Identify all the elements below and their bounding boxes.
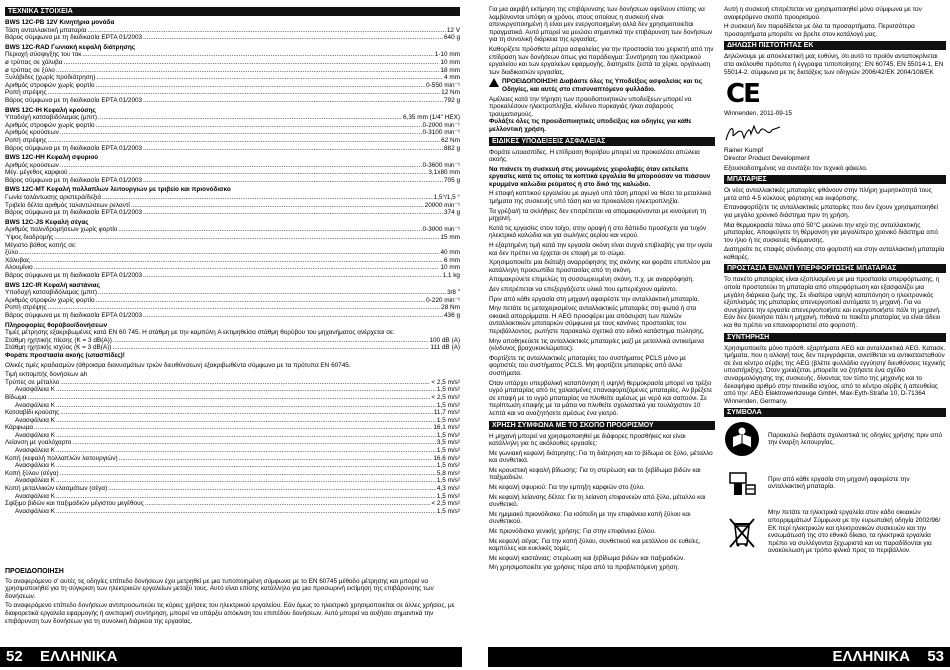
spec-row xyxy=(5,202,460,210)
spec-label: Αλουμίνιο xyxy=(5,264,33,272)
spec-value: 12 V xyxy=(446,26,460,34)
intro-paragraph-1: Για μια ακριβή εκτίμηση της επιβάρυνσης των δονήσεων οφείλουν επίσης να λαμβάνονται υπόψη οι χρόνοι, στους οποίους η συσκευή είναι απενεργοποιημένη ή είναι μεν ενεργοποιημένη αλλά δεν χρησιμοποιείται πραγματικά. Αυτό μπορεί να μειώσει σημαντικά την επιβάρυνση των δονήσεων για τη συνολική διάρκεια της εργασίας. xyxy=(489,6,713,44)
vibration-row xyxy=(5,508,460,516)
section-title-maintenance: ΣΥΝΤΗΡΗΣΗ xyxy=(724,333,946,342)
dot-leader xyxy=(56,67,440,75)
special-paragraph-13: Φορτίζετε τις ανταλλακτικές μπαταρίες του συστήματος PCLS μόνο με φορτιστές του συστήματος PCLS. Μη φορτίζετε μπαταρίες από άλλα συστήματα. xyxy=(489,354,687,377)
spec-label: Ανασφάλεια K xyxy=(15,431,56,439)
maintenance-text: Χρησιμοποιείτε μόνο πρόσθ. εξαρτήματα AEG και ανταλλακτικά AEG. Κατασκ. τμήματα, που η αλλαγή τους δεν περιγράφεται, ανατίθεται να αντικατασταθούν σε ένα κέντρο σέρβις της AEG (βλέπε φυλλάδιο εγγύηση/ διευθύνσεις τεχνικής υποστήριξης). Όταν χρειάζεται, μπορείτε να ζητήσετε ένα σχέδιο συναρμολόγησης της συσκευής, δίνοντας τον τύπο της μηχανής και το δεκαψήφιο αριθμό στην πινακίδα ισχύος, από το κέντρο σέρβις ή απευθείας από την: AEG Elektrowerkzeuge GmbH, Max-Eyth-Straße 10, D-71364 Winnenden, Germany. xyxy=(724,344,946,405)
purpose-intro: Η μηχανή μπορεί να χρησιμοποιηθεί με διάφορες προσθήκες και είναι κατάλληλη για τις ακόλουθες εργασίες: xyxy=(489,432,686,448)
spec-value: 4,3 m/s² xyxy=(436,485,460,493)
spec-label: Βάρος σύμφωνα με τη διαδικασία EPTA 01/2003 xyxy=(5,272,143,279)
spec-row xyxy=(5,226,460,234)
spec-row xyxy=(5,137,460,145)
vibration-row xyxy=(5,485,460,493)
spec-value: 0-3600 min⁻¹ xyxy=(422,161,460,169)
top-paragraph-1: Αυτή η συσκευή επιτρέπεται να χρησιμοποιηθεί μόνο σύμφωνα με τον αναφερόμενο σκοπό προορισμού. xyxy=(724,6,922,21)
spec-value: 792 g xyxy=(444,96,460,104)
spec-value: 111 dB (A) xyxy=(430,344,460,352)
signer-role: Director Product Development xyxy=(724,154,810,162)
footer-left xyxy=(0,647,462,667)
vibration-row xyxy=(5,447,460,455)
general-warning-text: Αμέλειες κατά την τήρηση των προειδοποιητικών υποδείξεων μπορεί να προκαλέσουν ηλεκτροπληξία, κίνδυνο πυρκαγιάς ή/και σοβαρούς τραυματισμούς. xyxy=(489,95,692,118)
spec-value: 3/8 " xyxy=(447,289,460,297)
dot-leader xyxy=(34,424,432,432)
vibration-row xyxy=(5,462,460,470)
dot-leader xyxy=(108,485,436,493)
vibration-row xyxy=(5,409,460,417)
section-title-overload-protection: ΠΡΟΣΤΑΣΙΑ ΕΝΑΝΤΙ ΥΠΕΡΦΟΡΤΩΣΗΣ ΜΠΑΤΑΡΙΑΣ xyxy=(724,264,946,273)
spec-value: 1,1 kg xyxy=(442,272,460,279)
spec-label: ø τρύπας σε ξύλο xyxy=(5,66,55,74)
spec-value: < 2,5 m/s² xyxy=(431,378,460,386)
read-manual-icon xyxy=(724,421,760,457)
special-paragraph-5: Κατά τις εργασίες στον τοίχο, στην οροφή ή στο δάπεδο προσέχετε για τυχόν ηλεκτρικά καλώδια και για σωλήνες αερίου και νερού. xyxy=(489,224,707,240)
vibration-subtitle: Τιμή εκπομπής δονήσεων ah xyxy=(5,371,88,379)
spec-value: 0-220 min⁻¹ xyxy=(426,296,460,304)
spec-label: Αριθμός παλινδρομήσεων χωρίς φορτίο xyxy=(5,226,118,234)
spec-row xyxy=(5,162,460,170)
spec-value: 18 mm xyxy=(440,66,460,74)
spec-label: Τρύπες σε μέταλλο xyxy=(5,378,60,386)
dot-leader xyxy=(31,257,443,265)
spec-label: Περιοχή σύσφιγξης του τοκ xyxy=(5,51,82,59)
symbol-read-manual xyxy=(724,421,946,457)
intro-paragraph-2: Καθορίζετε πρόσθετα μέτρα ασφαλείας για την προστασία του χειριστή από την επίδραση των δονήσεων όπως για παράδειγμα: Συντήρηση του ηλεκτρικού εργαλείου και των εργαλείων εφαρμογής, διατηρείτε ζεστά τα χέρια, οργάνωση των διαδικασιών εργασίας. xyxy=(489,45,714,76)
dot-leader xyxy=(143,177,443,185)
spec-label: Αριθμός κρούσεων xyxy=(5,129,59,137)
general-warning-title: ΠΡΟΕΙΔΟΠΟΙΗΣΗ! Διαβάστε όλες τις Υποδείξεις ασφαλείας και τις Οδηγίες, και αυτές στο επισυναπτόμενο φυλλάδιο. xyxy=(502,78,703,93)
dot-leader xyxy=(143,97,443,105)
spec-row xyxy=(5,234,460,242)
spec-value: 12 Nm xyxy=(441,89,460,97)
dot-leader xyxy=(48,89,441,97)
noise-row xyxy=(5,344,460,352)
section-title-batteries: ΜΠΑΤΑΡΙΕΣ xyxy=(724,175,946,184)
special-paragraph-14: Όταν υπάρχει υπερβολική καταπόνηση ή υψηλή θερμοκρασία μπορεί να τρέξει υγρό μπαταρίας από τις χαλασμένες επαναφορτιζόμενες μπαταρίες. Αν βρέξετε σε επαφή με το υγρό μπαταρίας να πλυθείτε αμέσως με νερό και σαπούνι. Σε περίπτωση επαφής με τα μάτια να πλυθείτε σχολαστικά για τουλάχιστον 10 λεπτά και να αναζητήσετε αμέσως ένα γιατρό. xyxy=(489,379,713,417)
dot-leader xyxy=(145,500,431,508)
dot-leader xyxy=(48,137,441,145)
page-number-left: 52 xyxy=(6,648,23,665)
spec-label: Βάρος σύμφωνα με τη διαδικασία EPTA 01/2003 xyxy=(5,209,143,217)
vibration-row xyxy=(5,455,460,463)
spec-label: Ανασφάλεια K xyxy=(15,462,56,470)
spec-value: 16,6 m/s² xyxy=(433,454,460,462)
section-title-symbols: ΣΥΜΒΟΛΑ xyxy=(724,408,946,417)
signer-authorization: Εξουσιοδοτημένος να συντάξει τον τεχνικό φάκελο. xyxy=(724,164,868,172)
spec-label: Ροπή στρέψης xyxy=(5,136,47,144)
spec-value: 1,5 m/s² xyxy=(436,401,460,409)
spec-value: 1,5°/1,5 ° xyxy=(433,194,460,202)
dot-leader xyxy=(34,264,440,272)
vibration-row xyxy=(5,470,460,478)
spec-value: 882 g xyxy=(444,144,460,152)
spec-value: 28 Nm xyxy=(441,304,460,312)
general-warning-keep: Φυλάξτε όλες τις προειδοποιητικές υποδείξεις και οδηγίες για κάθε μελλοντική χρήση. xyxy=(489,118,692,133)
spec-row xyxy=(5,272,460,280)
purpose-item: Με ημιμιακό πριονόδισκο: Για ισόπεδη με την επιφάνεια κοπή ξύλου και συνθετικού. xyxy=(489,510,691,526)
language-label-left: ΕΛΛΗΝΙΚΑ xyxy=(40,648,118,665)
spec-value: 11,7 m/s² xyxy=(433,409,460,417)
tech-block-heading: BWS 12C-IH Κεφαλή κρούσης xyxy=(5,106,96,114)
dot-leader xyxy=(19,249,439,257)
dot-leader xyxy=(56,432,436,440)
dot-leader xyxy=(56,508,436,516)
vibration-row xyxy=(5,379,460,387)
spec-row xyxy=(5,97,460,105)
caution-title: ΠΡΟΕΙΔΟΠΟΙΗΣΗ xyxy=(5,568,64,575)
page-number-right: 53 xyxy=(927,648,944,665)
dot-leader xyxy=(60,162,422,170)
vibration-row xyxy=(5,439,460,447)
spec-value: 3,5 m/s² xyxy=(436,439,460,447)
vibration-row xyxy=(5,432,460,440)
spec-value: 62 Nm xyxy=(441,136,460,144)
dot-leader xyxy=(98,289,446,297)
dot-leader xyxy=(96,297,426,305)
spec-row xyxy=(5,304,460,312)
spec-value: 640 g xyxy=(444,34,460,42)
spec-value: 16,1 m/s² xyxy=(433,424,460,432)
spec-row xyxy=(5,82,460,90)
dot-leader xyxy=(143,209,443,217)
spec-row xyxy=(5,257,460,265)
spec-value: 1,5 m/s² xyxy=(436,386,460,394)
section-title-intended-use: ΧΡΗΣΗ ΣΥΜΦΩΝΑ ΜΕ ΤΟ ΣΚΟΠΟ ΠΡΟΟΡΙΣΜΟΥ xyxy=(489,421,715,430)
spec-value: 6,35 mm (1/4" HEX) xyxy=(403,114,460,122)
dot-leader xyxy=(87,27,445,35)
spec-label: Λείανση με γυαλόχαρτο xyxy=(5,439,72,447)
tech-block-heading: BWS 12C-JS Κεφαλή σέγας xyxy=(5,218,89,226)
spec-value: 10 mm xyxy=(440,264,460,272)
spec-value: 3,1x80 mm xyxy=(428,169,460,177)
purpose-item: Με κεφαλή καστάνιας: στερέωση και ξεβίδωμα βιδών και παξιμαδιών. xyxy=(489,554,685,562)
vibration-row xyxy=(5,386,460,394)
spec-row xyxy=(5,249,460,257)
special-paragraph-9: Δεν επιτρέπεται να επεξεργάζεστε υλικά που εμπεριέχουν αμίαντο. xyxy=(489,286,678,293)
special-paragraph-11: Μην πετάτε τις μεταχειρισμένες ανταλλακτικές μπαταρίες στη φωτιά ή στα οικιακά απορρίμματα. Η AEG προσφέρει μια απόσυρση των παλιών ανταλλακτικών μπαταριών σύμφωνα με τους κανόνες προστασίας του περιβάλλοντος, ρωτήστε παρακαλώ σχετικά στο ειδικό κατάστημα πώλησης. xyxy=(489,305,705,335)
spec-label: Αριθμός στροφών χωρίς φορτίο xyxy=(5,81,95,89)
spec-label: Μέγ. μέγεθος καρφιού xyxy=(5,169,68,177)
spec-label: Σφίξιμο βιδών και παξιμαδιών μέγιστου μεγέθους xyxy=(5,500,144,508)
spec-label: ξύλο xyxy=(5,249,19,257)
dot-leader xyxy=(143,312,443,320)
spec-value: 1,5 m/s² xyxy=(436,447,460,455)
place-date: Winnenden, 2011-09-15 xyxy=(724,110,793,118)
dot-leader xyxy=(119,455,433,463)
spec-label: Βάρος σύμφωνα με τη διαδικασία EPTA 01/2003 xyxy=(5,176,143,184)
spec-label: Ανασφάλεια K xyxy=(15,492,56,500)
dot-leader xyxy=(56,402,436,410)
section-title-technical-data: ΤΕΧΝΙΚΑ ΣΤΟΙΧΕΙΑ xyxy=(5,7,460,16)
vibration-row xyxy=(5,477,460,485)
spec-label: Ανασφάλεια K xyxy=(15,416,56,424)
spec-row xyxy=(5,122,460,130)
spec-value: 100 dB (A) xyxy=(429,336,460,344)
spec-row xyxy=(5,297,460,305)
spec-value: 40 mm xyxy=(440,249,460,257)
tech-block-heading: BWS 12C-MT Κεφαλή πολλαπλών λειτουργιών με τριβείο και πριονόδισκο xyxy=(5,186,231,194)
purpose-item: Με κεφαλή λείανσης δέλτα: Για τη λείανση επιφανειών από ξύλο, μέταλλο και συνθετικό. xyxy=(489,493,706,509)
conformity-column xyxy=(724,4,946,644)
special-paragraph-8: Απομακρύνετε επιμελώς τη συσσωρευμένη σκόνη, π.χ. με αναρρόφηση. xyxy=(489,276,695,284)
spec-label: Ανασφάλεια K xyxy=(15,386,56,394)
dot-leader xyxy=(60,129,422,137)
warning-triangle-icon xyxy=(489,78,499,87)
spec-label: Στάθμη ηχητικής πίεσης (K = 3 dB(A)) xyxy=(5,336,112,344)
signer-name: Rainer Kumpf xyxy=(724,147,764,155)
spec-label: Αριθμός στροφών χωρίς φορτίο xyxy=(5,121,95,129)
spec-value: 10 mm xyxy=(440,58,460,66)
dot-leader xyxy=(72,439,436,447)
special-paragraph-3: Η επαφή κοπτικού εργαλείου με αγωγό υπό τάση μπορεί να θέσει τα μεταλλικά τμήματα της συσκευής υπό τάση και να προκαλέσει ηλεκτροπληξία. xyxy=(489,190,712,206)
spec-value: 15 mm xyxy=(440,234,460,242)
spec-value: 1,5 m/s² xyxy=(436,462,460,470)
dot-leader xyxy=(28,394,431,402)
spec-value: 1,5 m/s² xyxy=(436,507,460,515)
noise-warning: Φοράτε προστασία ακοής (ωτασπίδες)! xyxy=(5,351,125,359)
dot-leader xyxy=(56,493,436,501)
spec-row xyxy=(5,312,460,320)
spec-value: 1,5 m/s² xyxy=(436,492,460,500)
footer-right xyxy=(488,647,950,667)
special-paragraph-2: Να πιάνετε τη συσκευή στις μονωμένες χειρολαβές όταν εκτελείτε εργασίες κατά τις οποίες τα κοπτικά εργαλεία θα μπορούσαν να πιάσουν κρυμμένα καλώδια ρεύματος ή στο δικό της καλώδιο. xyxy=(489,165,711,188)
battery-paragraph-4: Διατηρείτε τις επαφές σύνδεσης στο φορτιστή και στην ανταλλακτική μπαταρία καθαρές. xyxy=(724,246,945,261)
dot-leader xyxy=(118,226,421,234)
overload-text: Το πακέτο μπαταρίας είναι εξοπλισμένο με μια προστασία υπερφόρτωσης, η οποία προστατεύει τη μπαταρία από υπερφόρτωση και εξασφαλίζει μια μεγάλη διάρκεια ζωής της. Σε ιδιαίτερα υψηλή καταπόνηση ο ηλεκτρονικός εξοπλισμός της μπαταρίας απενεργοποιεί αυτόματα τη μηχανή. Για να συνεχίσετε την εργασία απενεργοποιήστε και ενεργοποιήστε πάλι τη μηχανή. Εάν δεν ξεκινήσει πάλι η μηχανή, πιθανά το πακέτο μπαταρίας να είναι άδειο και θα πρέπει να επαναφορτιστεί στο φορτιστή. xyxy=(724,276,941,330)
dot-leader xyxy=(143,34,443,42)
dot-leader xyxy=(56,447,436,455)
vibration-rows xyxy=(5,379,460,516)
spec-label: Βάρος σύμφωνα με τη διαδικασία EPTA 01/2003 xyxy=(5,34,143,42)
spec-row xyxy=(5,27,460,35)
special-paragraph-1: Φοράτε ωτοασπίδες. Η επίδραση θορύβου μπορεί να προκαλέσει απώλεια ακοής. xyxy=(489,148,700,164)
dot-leader xyxy=(48,304,441,312)
dot-leader xyxy=(56,462,436,470)
safety-column xyxy=(489,4,715,644)
spec-label: Γωνία ταλάντωσης αριστερά/δεξιά xyxy=(5,194,102,202)
technical-data-column xyxy=(5,4,460,644)
ce-mark: CE xyxy=(726,79,759,110)
caution-paragraph-1: Το αναφερόμενο σ' αυτές τις οδηγίες επίπεδο δονήσεων έχει μετρηθεί με μια τυποποιημένη σύμφωνα με το EN 60745 μέθοδο μέτρησης και μπορεί να χρησιμοποιηθεί για τη σύγκριση των ηλεκτρικών εργαλείων μεταξύ τους. Αυτό είναι επίσης κατάλληλο για μια προσωρινή εκτίμηση της επιβάρυνσης των δονήσεων. xyxy=(5,577,434,600)
spec-value: 1,5 m/s² xyxy=(436,477,460,485)
spec-value: 374 g xyxy=(444,209,460,217)
spec-label: Κατσαβίδι κρούσης xyxy=(5,409,60,417)
spec-label: Αριθμός κρούσεων xyxy=(5,161,59,169)
purpose-list xyxy=(489,450,715,572)
spec-label: Στάθμη ηχητικής ισχύος (K = 3 dB(A)) xyxy=(5,344,112,352)
spec-row xyxy=(5,129,460,137)
spec-value: 5,8 m/s² xyxy=(436,469,460,477)
spec-row xyxy=(5,177,460,185)
special-paragraph-12: Μην αποθηκεύετε τις ανταλλακτικές μπαταρίες μαζί με μεταλλικά αντικείμενα (κίνδυνος βραχυκυκλώματος). xyxy=(489,337,704,353)
vibration-row xyxy=(5,493,460,501)
dot-leader xyxy=(69,169,428,177)
spec-label: Αριθμός στροφών χωρίς φορτίο xyxy=(5,296,95,304)
noise-text: Τιμές μέτρησης εξακριβωμένες κατά EN 60 745. Η στάθμη με την καμπύλη A εκτιμηθείσα στάθμη θορύβου του μηχανήματος ανέρχεται σε: xyxy=(5,329,395,337)
spec-label: Βάρος σύμφωνα με τη διαδικασία EPTA 01/2003 xyxy=(5,96,143,104)
dot-leader xyxy=(96,122,422,130)
symbol-remove-battery xyxy=(724,465,946,501)
spec-value: 1,5 m/s² xyxy=(436,416,460,424)
spec-label: Ξυλόβιδες (χωρίς προδιάτρηση) xyxy=(5,74,96,82)
spec-row xyxy=(5,169,460,177)
symbol-remove-battery-text: Πριν από κάθε εργασία στη μηχανή αφαιρέστε την ανταλλακτική μπαταρία. xyxy=(768,475,910,491)
spec-row xyxy=(5,51,460,59)
dot-leader xyxy=(60,379,430,387)
dot-leader xyxy=(143,145,443,153)
dot-leader xyxy=(102,194,433,202)
spec-value: 0-550 min⁻¹ xyxy=(426,81,460,89)
noise-row xyxy=(5,337,460,345)
spec-value: 0-3100 min⁻¹ xyxy=(422,129,460,137)
purpose-item: Με κεφαλή σέγας: Για την κοπή ξύλου, συνθετικού και μετάλλου σε ευθείες, καμπύλες και κυκλικές τομές. xyxy=(489,537,701,553)
spec-value: 0-2000 min⁻¹ xyxy=(422,121,460,129)
general-warning xyxy=(489,78,715,93)
noise-rows xyxy=(5,337,460,352)
section-title-ec-declaration: ΔΗΛΩΣΗ ΠΙΣΤΟΤΗΤΑΣ ΕΚ xyxy=(724,41,946,50)
vibration-row xyxy=(5,417,460,425)
vibration-caution xyxy=(5,568,460,627)
noise-title: Πληροφορίες θορύβου/δονήσεων xyxy=(5,321,108,329)
spec-label: Κοπή ξύλου (σέγα) xyxy=(5,469,59,477)
vibration-row xyxy=(5,402,460,410)
spec-row xyxy=(5,145,460,153)
spec-value: 20000 min⁻¹ xyxy=(424,201,460,209)
dot-leader xyxy=(56,386,436,394)
purpose-item: Με κρουστική κεφαλή βίδωσης: Για τη στερέωση και το ξεβίδωμα βιδών και παξιμαδιών. xyxy=(489,466,701,482)
dot-leader xyxy=(113,337,429,345)
spec-label: Ροπή στρέψης xyxy=(5,89,47,97)
spec-label: Βάρος σύμφωνα με τη διαδικασία EPTA 01/2003 xyxy=(5,311,143,319)
spec-label: Βάρος σύμφωνα με τη διαδικασία EPTA 01/2003 xyxy=(5,144,143,152)
special-paragraph-7: Χρησιμοποιείτε μια διάταξη αναρρόφησης της σκόνης και φοράτε επιπλέον μια κατάλληλη προσωπίδα προστασίας από τη σκόνη. xyxy=(489,259,711,274)
crossed-bin-icon xyxy=(724,514,760,550)
spec-value: 436 g xyxy=(444,311,460,319)
vibration-row xyxy=(5,500,460,508)
signature-image xyxy=(724,122,784,144)
dot-leader xyxy=(82,51,433,59)
spec-label: Ανασφάλεια K xyxy=(15,447,56,455)
spec-label: Κάρφωμα xyxy=(5,424,34,432)
dot-leader xyxy=(56,417,436,425)
spec-row xyxy=(5,34,460,42)
section-title-special-safety: ΕΙΔΙΚΕΣ ΥΠΟΔΕΙΞΕΙΣ ΑΣΦΑΛΕΙΑΣ xyxy=(489,137,715,146)
ec-declaration-text: Δηλώνουμε με αποκλειστική μας ευθύνη, ότι αυτό το προϊόν ανταποκρίνεται στα ακόλουθα πρότυπα ή έγγραφα τυποποίησης: EN 60745, EN 55014-1, EN 55014-2. σύμφωνα με τις διατάξεις των οδηγιών 2006/42/ΕΚ 2004/108/ΕΚ xyxy=(724,53,944,76)
tech-block-heading: BWS 12C-PB 12V Κινητήρια μονάδα xyxy=(5,19,115,26)
dot-leader xyxy=(64,59,440,67)
battery-paragraph-1: Οι νέες ανταλλακτικές μπαταρίες φθάνουν στην πλήρη χωρητικότητά τους μετά από 4-5 κύκλους φόρτισης και εκφόρτισης. xyxy=(724,187,932,202)
vibration-row xyxy=(5,424,460,432)
special-paragraph-10: Πριν από κάθε εργασία στη μηχανή αφαιρέστε την ανταλλακτική μπαταρία. xyxy=(489,295,700,303)
dot-leader xyxy=(56,477,436,485)
vibration-text: Ολικές τιμές κραδασμών (άθροισμα διανυσμάτων τριών διευθύνσεων) εξακριβωθέντα σύμφωνα με τα πρότυπα EN 60745. xyxy=(5,361,351,369)
dot-leader xyxy=(98,114,402,122)
spec-row xyxy=(5,59,460,67)
spec-label: ø τρύπας σε χάλυβα xyxy=(5,58,63,66)
battery-paragraph-2: Επαναφορτίζετε τις ανταλλακτικές μπαταρίες που δεν έχουν χρησιμοποιηθεί για μεγάλο χρονικό διάστημα πριν τη χρήση. xyxy=(724,204,938,219)
purpose-item: Με κεφαλή σφυριού: Για την εμπηξη καρφιών στο ξύλο. xyxy=(489,484,645,492)
spec-label: Κοπή (κεφαλή πολλαπλών λειτουργιών) xyxy=(5,454,118,462)
dot-leader xyxy=(60,409,433,417)
spec-row xyxy=(5,67,460,75)
tech-block-heading: BWS 12C-IR Κεφαλή καστάνιας xyxy=(5,281,100,289)
spec-label: Ανασφάλεια K xyxy=(15,401,56,409)
spec-label: Υποδοχή κατσαβιδόλαμας (μπιτ) xyxy=(5,289,98,297)
spec-value: 1-10 mm xyxy=(434,51,460,59)
language-label-right: ΕΛΛΗΝΙΚΑ xyxy=(832,648,910,665)
spec-label: Ροπή στρέψης xyxy=(5,304,47,312)
special-paragraph-6: Η εξαρτημένη τιμή κατά την εργασία σκόνη είναι συχνά επιβλαβής για την υγεία και δεν πρέπει να έρχεται σε επαφή με το σώμα. xyxy=(489,242,713,257)
spec-value: < 2,5 m/s² xyxy=(431,393,460,401)
spec-row xyxy=(5,264,460,272)
dot-leader xyxy=(96,74,443,82)
spec-value: 0-3000 min⁻¹ xyxy=(422,226,460,234)
caution-paragraph-2: Το αναφερόμενο επίπεδο δονήσεων αντιπροσωπεύει τις κύριες χρήσεις του ηλεκτρικού εργαλείου. Εάν όμως το ηλεκτρικό χρησιμοποιείται σε άλλες χρήσεις, με διαφορετικά εργαλεία εφαρμογής ή ανεπαρκή συντήρηση, μπορεί να υπάρξει απόκλιση του επιπέδου δονήσεων. Αυτό μπορεί να αυξήσει σημαντικά την επιβάρυνση των δονήσεων για τη συνολική διάρκεια της εργασίας. xyxy=(5,602,455,625)
spec-label: Ύψος διαδρομής xyxy=(5,234,54,242)
remove-battery-icon xyxy=(724,465,760,501)
purpose-item: Με πριονόδισκο γενικής χρήσης: Για στην επιφάνεια ξύλου. xyxy=(489,528,656,536)
spec-label: Τάση ανταλλακτική μπαταρία xyxy=(5,26,87,34)
spec-label: Ανασφάλεια K xyxy=(15,477,56,485)
spec-value: 4 mm xyxy=(444,74,460,82)
special-paragraph-4: Τα γρέζια/ή τα σκλήθρες δεν επιτρέπεται να απομακρύνονται με κινούμενη τη μηχανή. xyxy=(489,207,707,223)
top-paragraph-2: Η συσκευή δεν παραδίδεται με όλα τα προσαρτήματα. Περισσότερα προσαρτήματα μπορείτε να βρείτε στον κατάλογό μας. xyxy=(724,23,915,38)
spec-label: Υποδοχή κατσαβιδόλαμας (μπιτ) xyxy=(5,114,98,122)
spec-label: Τριβείο δέλτα αριθμός ταλαντώσεων ρελαντί xyxy=(5,201,130,209)
dot-leader xyxy=(54,234,439,242)
purpose-item: Με γωνιακή κεφαλή διάτρησης: Για τη διάτρηση και το βίδωμα σε ξύλο, μέταλλο και συνθετικά. xyxy=(489,449,713,465)
symbol-crossed-bin-text: Μην πετάτε τα ηλεκτρικά εργαλεία στον κάδο οικιακών απορριμμάτων! Σύμφωνα με την ευρωπαϊκή οδηγία 2002/96/ΕΚ περί ηλεκτρικών και ηλεκτρονικών συσκευών και την ενσωμάτωσή της στο εθνικό δίκαιο, τα ηλεκτρικά εργαλεία πρέπει να συλλέγονται ξεχωριστά και να παραδίδονται για ανακύκλωση με τρόπο φιλικό προς το περιβάλλον. xyxy=(768,509,941,555)
tech-block-heading: BWS 12C-HH Κεφαλή σφυριού xyxy=(5,154,98,162)
purpose-item: Μη χρησιμοποιείτε για χρήσεις πέρα από τα προβλεπόμενη χρήση. xyxy=(489,564,679,572)
spec-row xyxy=(5,74,460,82)
spec-row xyxy=(5,209,460,217)
symbol-read-manual-text: Παρακαλώ διαβάστε σχολαστικά τις οδηγίες χρήσης πριν από την έναρξη λειτουργίας. xyxy=(768,431,943,447)
dot-leader xyxy=(96,82,426,90)
dot-leader xyxy=(60,470,436,478)
tech-block-heading: BWS 12C-RAD Γωνιακή κεφαλή διάτρησης xyxy=(5,43,136,51)
spec-label: Χάλυβας xyxy=(5,256,30,264)
dot-leader xyxy=(143,272,441,280)
spec-row xyxy=(5,114,460,122)
spec-row xyxy=(5,194,460,202)
spec-value: < 2,5 m/s² xyxy=(431,500,460,508)
spec-label: Κοπή μεταλλικών ελασμάτων (σέγα) xyxy=(5,485,108,493)
spec-label: Βίδωμα xyxy=(5,393,27,401)
spec-row xyxy=(5,289,460,297)
tech-subheading: Μέγιστο βάθος κοπής σε: xyxy=(5,241,77,249)
vibration-row xyxy=(5,394,460,402)
tech-blocks xyxy=(5,19,460,320)
spec-label: Ανασφάλεια K xyxy=(15,507,56,515)
symbol-crossed-bin xyxy=(724,509,946,555)
battery-paragraph-3: Μια θερμοκρασία πάνω από 50°C μειώνει την ισχύ της ανταλλακτικής μπαταρίας. Αποφεύγετε τη θέρμανση για μεγαλύτερο χρονικό διάστημα από τον ήλιο ή τις συσκευές θέρμανσης. xyxy=(724,221,938,244)
dot-leader xyxy=(131,202,424,210)
spec-row xyxy=(5,89,460,97)
spec-value: 1,5 m/s² xyxy=(436,431,460,439)
dot-leader xyxy=(112,344,429,352)
spec-value: 6 mm xyxy=(444,256,460,264)
spec-value: 705 g xyxy=(444,176,460,184)
